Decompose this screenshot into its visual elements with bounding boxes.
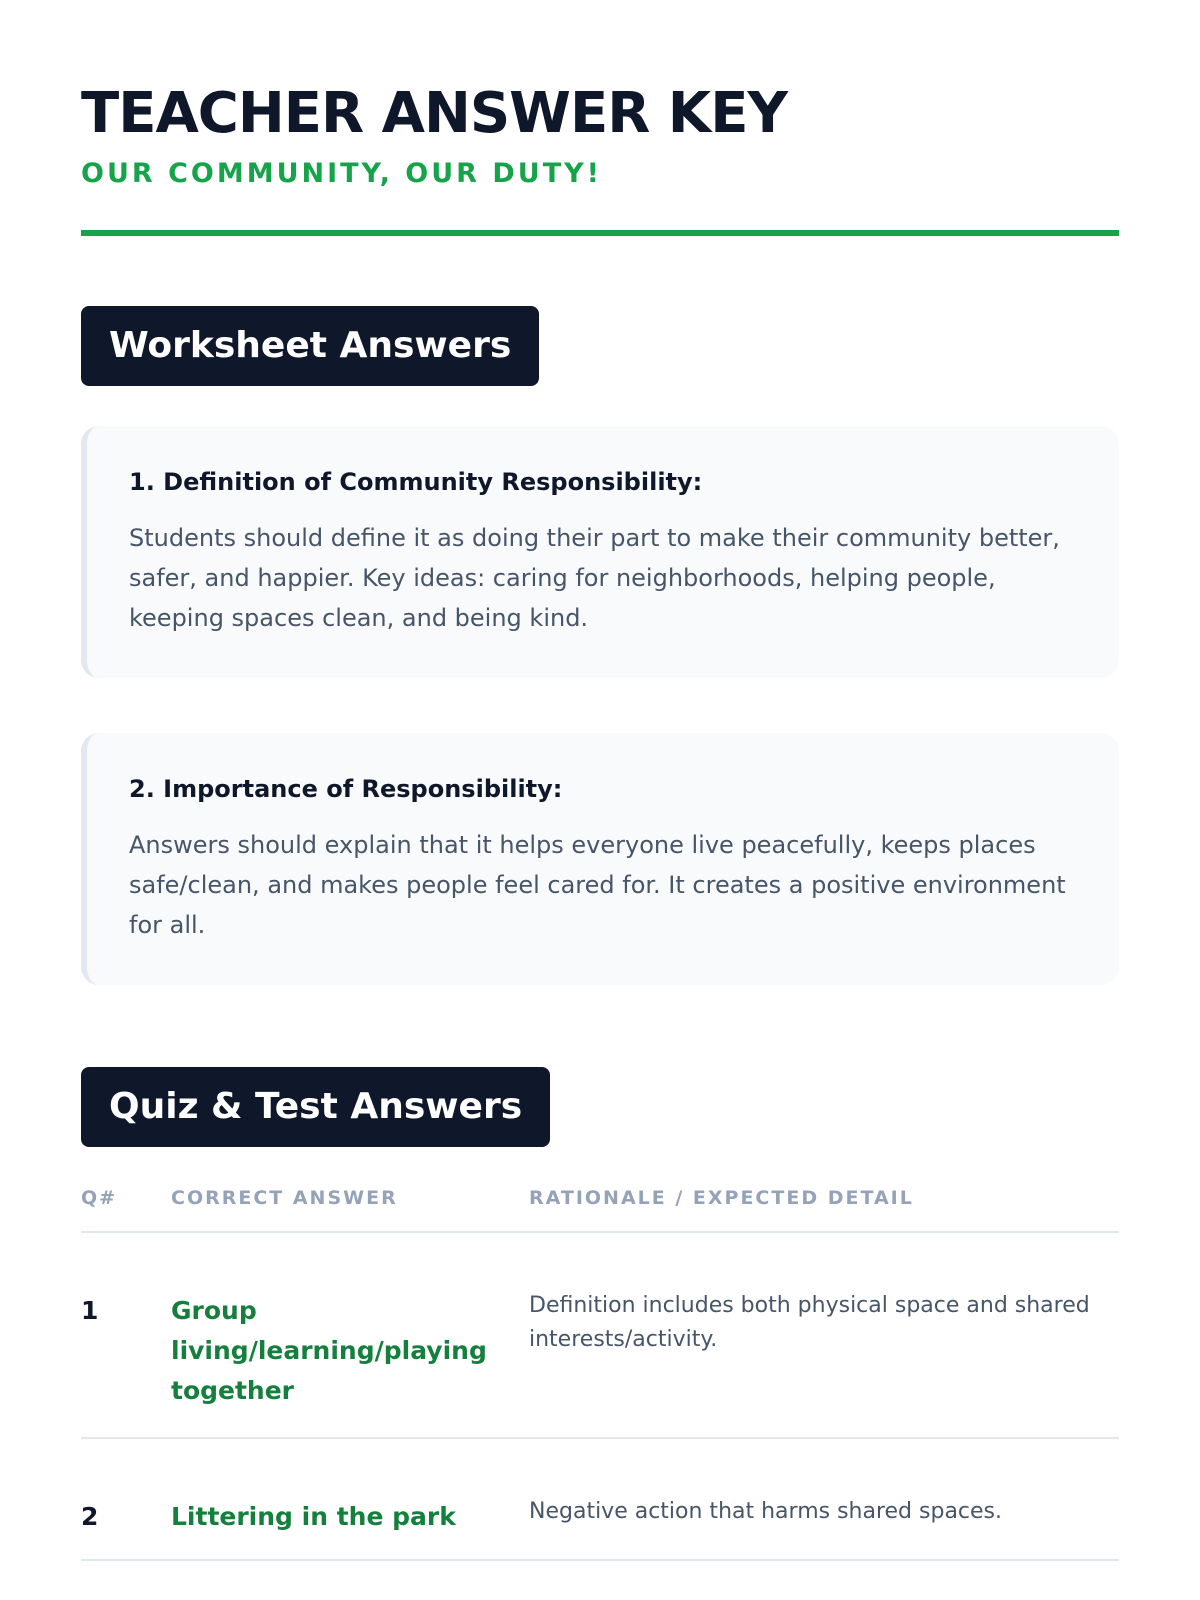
question-number: 1	[81, 1296, 99, 1325]
column-header-q: Q#	[81, 1187, 118, 1209]
answer-rationale: Definition includes both physical space and shared interests/activity.	[529, 1293, 1090, 1352]
worksheet-answers-heading: Worksheet Answers	[81, 306, 539, 386]
worksheet-answer-body: Students should define it as doing their part to make their community better, safer, and happier. Key ideas: caring for neighborhoods, helping people, keeping spaces clean, and being kind.	[129, 524, 1060, 632]
column-header-answer: CORRECT ANSWER	[171, 1187, 398, 1209]
quiz-answers-heading: Quiz & Test Answers	[81, 1067, 550, 1147]
correct-answer: Littering in the park	[171, 1502, 456, 1531]
worksheet-answer-title: 1. Definition of Community Responsibility:	[129, 468, 703, 496]
correct-answer: Group living/learning/playing together	[171, 1296, 487, 1405]
page-title: TEACHER ANSWER KEY	[81, 81, 788, 146]
table-header-row	[81, 1187, 1119, 1233]
worksheet-answer-card	[81, 426, 1119, 678]
header-divider	[81, 230, 1119, 236]
table-row	[81, 1439, 1119, 1561]
table-row	[81, 1233, 1119, 1439]
column-header-rationale: RATIONALE / EXPECTED DETAIL	[529, 1187, 914, 1209]
page-subtitle: OUR COMMUNITY, OUR DUTY!	[81, 158, 602, 189]
quiz-answer-table	[81, 1187, 1119, 1561]
answer-rationale: Negative action that harms shared spaces.	[529, 1499, 1003, 1524]
worksheet-answer-title: 2. Importance of Responsibility:	[129, 775, 563, 803]
worksheet-answer-body: Answers should explain that it helps everyone live peacefully, keeps places safe/clean, and makes people feel cared for. It creates a positive environment for all.	[129, 831, 1066, 939]
question-number: 2	[81, 1502, 99, 1531]
worksheet-answer-card	[81, 733, 1119, 985]
